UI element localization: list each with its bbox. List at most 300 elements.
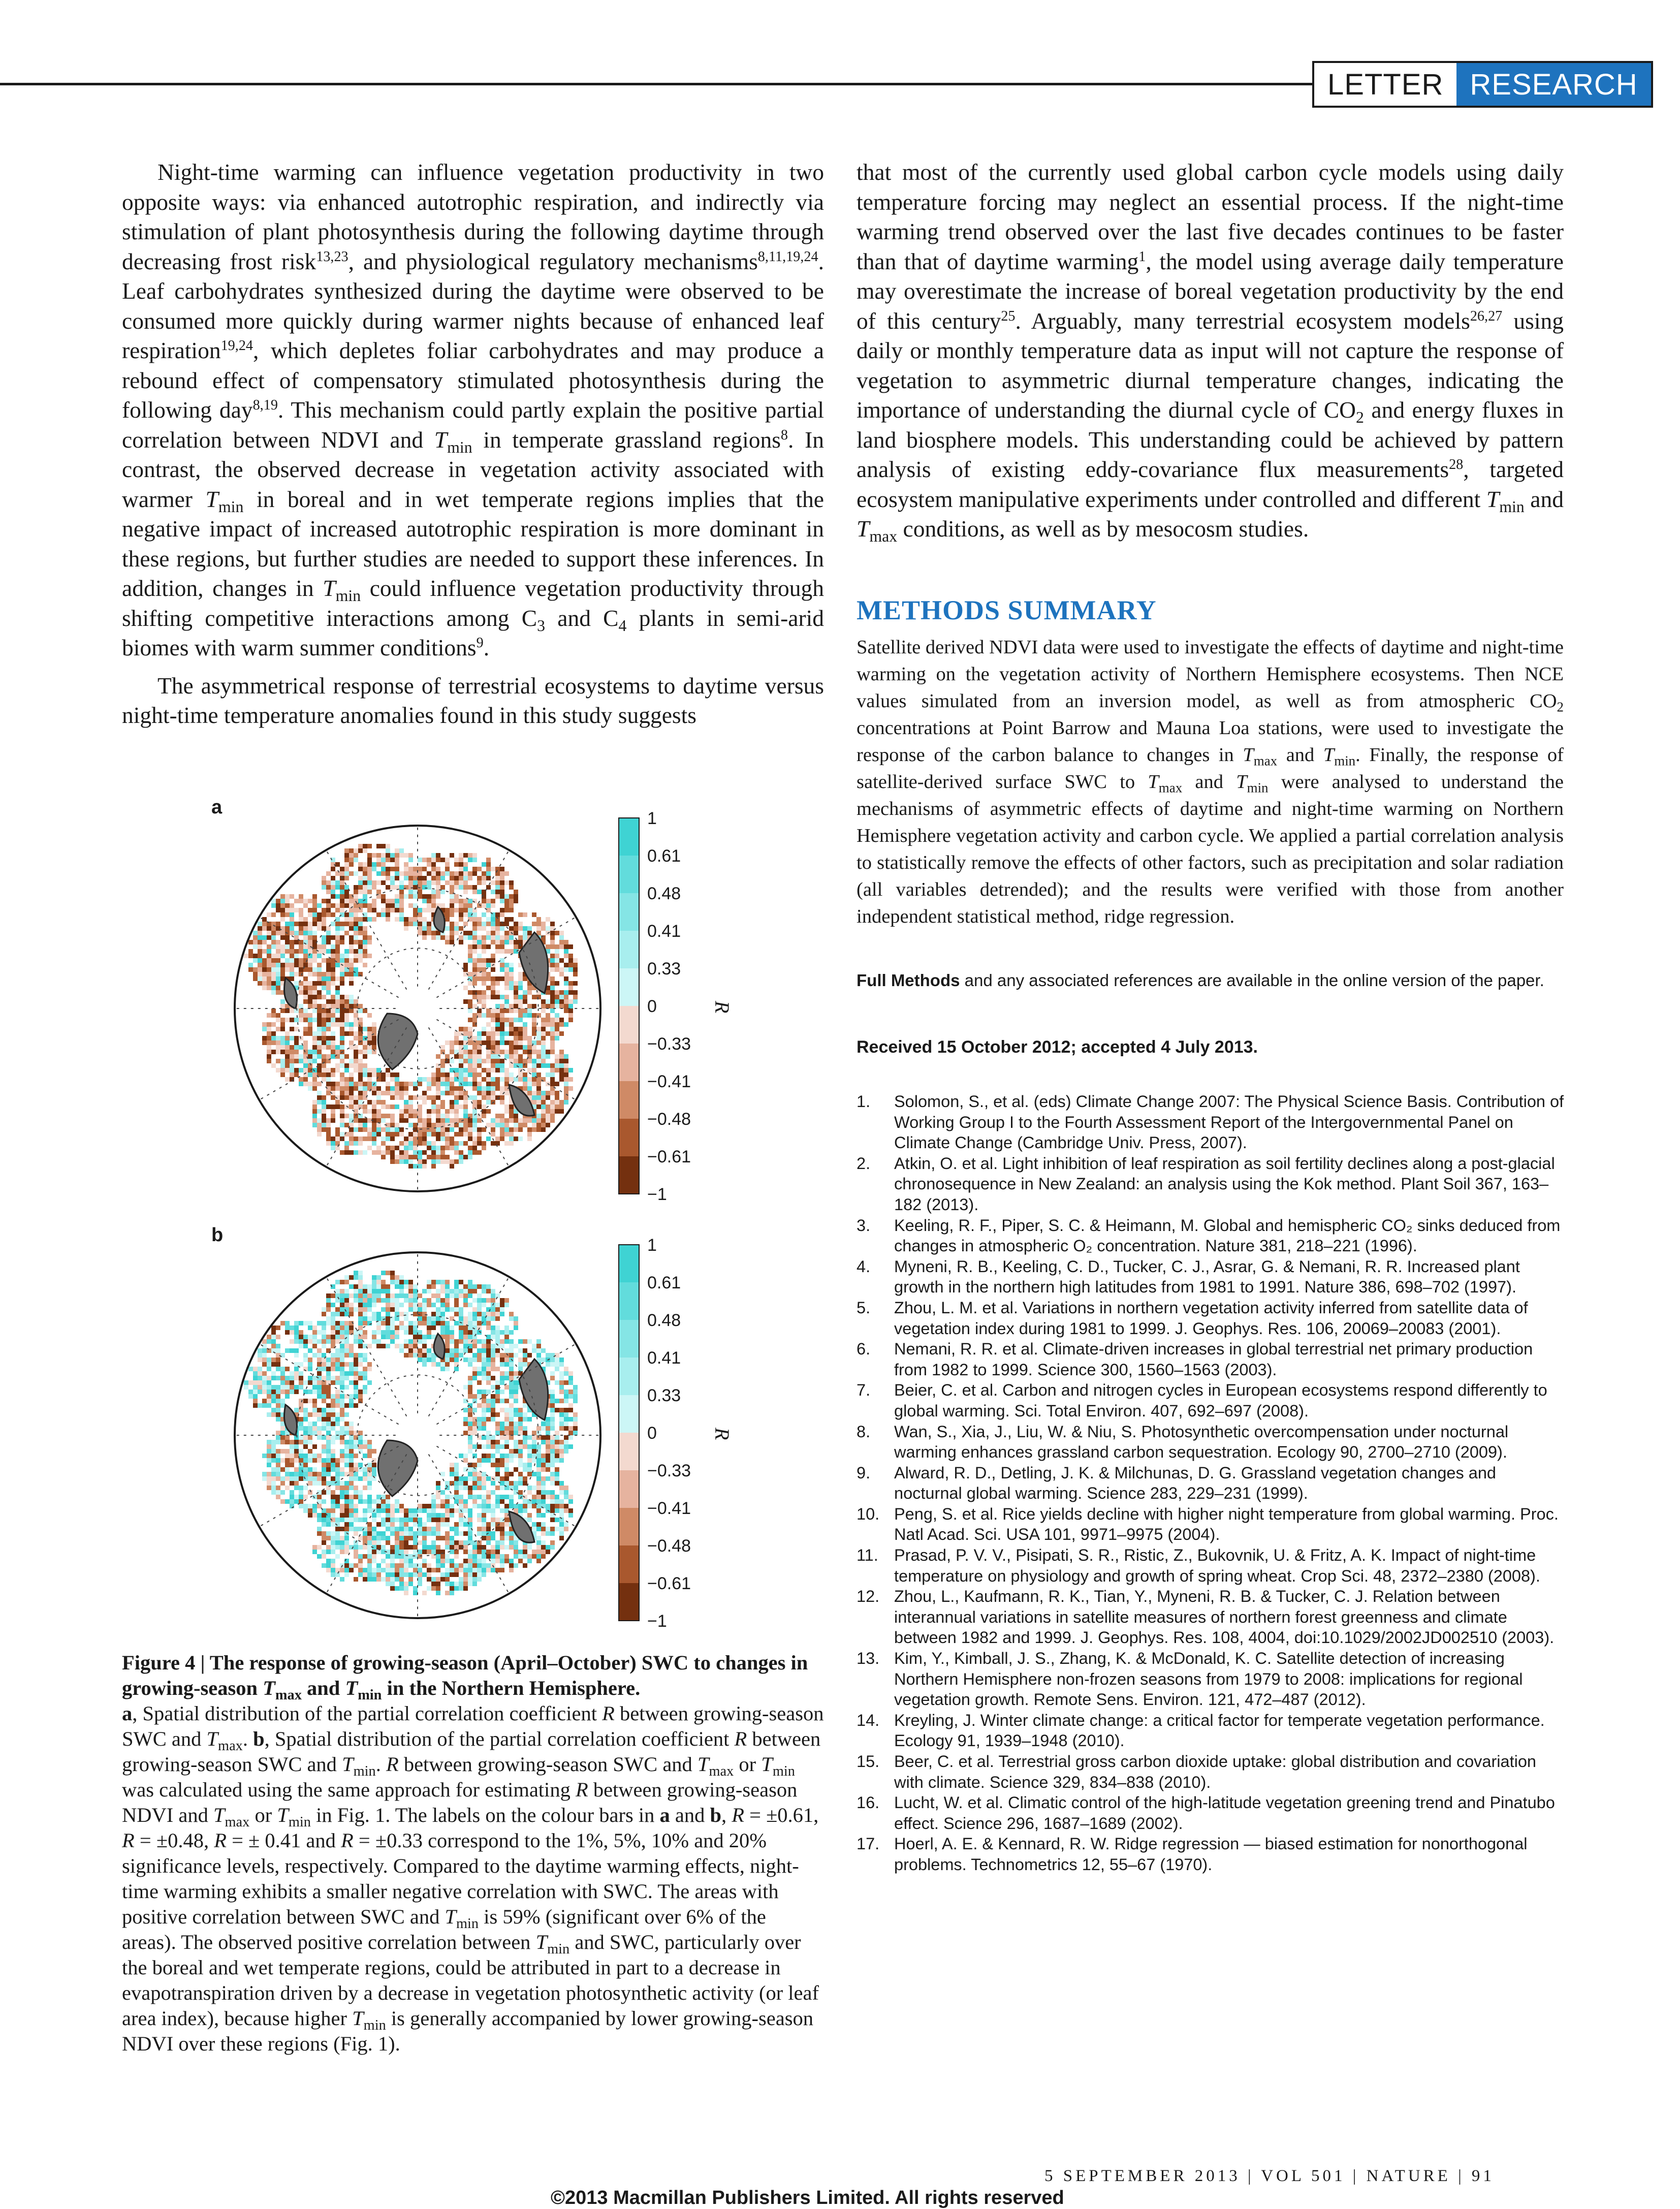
map-cell — [486, 1358, 491, 1362]
map-cell — [427, 867, 431, 871]
map-cell — [436, 890, 440, 894]
map-cell — [381, 903, 386, 908]
map-cell — [459, 1326, 463, 1330]
map-cell — [509, 958, 514, 963]
map-cell — [312, 1050, 317, 1054]
map-cell — [555, 1022, 559, 1027]
map-cell — [463, 1408, 468, 1412]
map-cell — [349, 1054, 354, 1059]
map-cell — [555, 1353, 559, 1358]
map-cell — [367, 917, 372, 922]
map-cell — [413, 1077, 418, 1082]
map-cell — [482, 1141, 486, 1146]
map-cell — [271, 944, 276, 949]
map-cell — [436, 1086, 440, 1091]
map-cell — [404, 1348, 408, 1353]
map-cell — [486, 1312, 491, 1316]
map-cell — [459, 1104, 463, 1109]
map-cell — [381, 1289, 386, 1293]
map-cell — [322, 958, 326, 963]
map-cell — [482, 972, 486, 976]
map-cell — [399, 1303, 404, 1307]
map-cell — [495, 1018, 500, 1022]
map-cell — [299, 972, 303, 976]
map-cell — [294, 986, 299, 990]
map-cell — [331, 1362, 335, 1367]
map-cell — [514, 954, 518, 958]
map-cell — [408, 1114, 413, 1118]
map-cell — [322, 1063, 326, 1068]
map-cell — [322, 908, 326, 912]
map-cell — [486, 1303, 491, 1307]
map-cell — [363, 1280, 367, 1284]
map-cell — [349, 940, 354, 944]
map-cell — [463, 1100, 468, 1104]
map-cell — [335, 858, 340, 862]
map-cell — [546, 1091, 550, 1095]
map-cell — [427, 1298, 431, 1303]
map-cell — [404, 871, 408, 876]
map-cell — [527, 1059, 532, 1063]
map-cell — [514, 1114, 518, 1118]
map-cell — [335, 1408, 340, 1412]
map-cell — [326, 1385, 331, 1390]
map-cell — [413, 1141, 418, 1146]
map-cell — [427, 871, 431, 876]
map-cell — [450, 1312, 454, 1316]
map-cell — [299, 1371, 303, 1376]
map-cell — [285, 903, 290, 908]
map-cell — [326, 1104, 331, 1109]
map-cell — [518, 1045, 523, 1050]
map-cell — [477, 1150, 482, 1155]
map-cell — [317, 944, 322, 949]
map-cell — [482, 871, 486, 876]
map-cell — [440, 1339, 445, 1344]
map-cell — [290, 1330, 294, 1335]
map-cell — [468, 1330, 472, 1335]
map-cell — [445, 1321, 450, 1326]
map-cell — [331, 1326, 335, 1330]
map-cell — [408, 908, 413, 912]
map-cell — [532, 1426, 536, 1431]
map-cell — [285, 967, 290, 972]
map-cell — [422, 894, 427, 899]
map-cell — [536, 1063, 541, 1068]
map-cell — [349, 922, 354, 926]
map-cell — [267, 1045, 271, 1050]
map-cell — [459, 1091, 463, 1095]
map-cell — [299, 1027, 303, 1031]
map-cell — [491, 1335, 495, 1339]
map-cell — [491, 1018, 495, 1022]
map-cell — [431, 908, 436, 912]
map-cell — [354, 1312, 358, 1316]
map-cell — [340, 1380, 344, 1385]
map-cell — [450, 1321, 454, 1326]
map-cell — [550, 972, 555, 976]
map-cell — [299, 1018, 303, 1022]
map-cell — [564, 940, 568, 944]
map-cell — [559, 1417, 564, 1422]
map-cell — [349, 1403, 354, 1408]
map-cell — [440, 912, 445, 917]
map-cell — [399, 1335, 404, 1339]
map-cell — [317, 1367, 322, 1371]
map-cell — [349, 1068, 354, 1072]
map-cell — [326, 1132, 331, 1137]
map-cell — [546, 995, 550, 999]
map-cell — [431, 1312, 436, 1316]
map-cell — [504, 1100, 509, 1104]
map-cell — [349, 1371, 354, 1376]
map-cell — [358, 1348, 363, 1353]
map-cell — [500, 903, 504, 908]
map-cell — [532, 1104, 536, 1109]
map-cell — [312, 1362, 317, 1367]
map-cell — [491, 981, 495, 986]
map-cell — [504, 1127, 509, 1132]
map-cell — [422, 1339, 427, 1344]
map-cell — [459, 890, 463, 894]
map-cell — [568, 1380, 573, 1385]
map-cell — [463, 1348, 468, 1353]
map-cell — [559, 1013, 564, 1018]
map-cell — [340, 1417, 344, 1422]
map-cell — [331, 899, 335, 903]
map-cell — [477, 1031, 482, 1036]
map-cell — [299, 1031, 303, 1036]
map-cell — [463, 1095, 468, 1100]
map-cell — [504, 917, 509, 922]
map-cell — [322, 1330, 326, 1335]
map-cell — [376, 1280, 381, 1284]
map-cell — [482, 1068, 486, 1072]
map-cell — [340, 963, 344, 967]
map-cell — [486, 976, 491, 981]
map-cell — [386, 1127, 390, 1132]
map-cell — [436, 1155, 440, 1159]
map-cell — [312, 1013, 317, 1018]
masked-region — [509, 1085, 534, 1116]
map-cell — [349, 1353, 354, 1358]
map-cell — [299, 1022, 303, 1027]
map-cell — [372, 1293, 376, 1298]
map-cell — [395, 1100, 399, 1104]
map-cell — [340, 990, 344, 995]
map-cell — [290, 1394, 294, 1399]
map-cell — [413, 1159, 418, 1164]
map-cell — [290, 976, 294, 981]
map-cell — [523, 1390, 527, 1394]
map-cell — [322, 1394, 326, 1399]
map-cell — [413, 926, 418, 931]
map-cell — [285, 1371, 290, 1376]
map-cell — [468, 858, 472, 862]
map-cell — [367, 1303, 372, 1307]
map-cell — [267, 1371, 271, 1376]
map-cell — [381, 1104, 386, 1109]
map-cell — [440, 1293, 445, 1298]
map-cell — [312, 1417, 317, 1422]
map-cell — [308, 1086, 312, 1091]
map-cell — [381, 1137, 386, 1141]
map-cell — [363, 1063, 367, 1068]
map-cell — [303, 917, 308, 922]
map-cell — [303, 912, 308, 917]
map-cell — [454, 1155, 459, 1159]
map-cell — [372, 903, 376, 908]
map-cell — [509, 1137, 514, 1141]
map-cell — [500, 935, 504, 940]
map-cell — [555, 1358, 559, 1362]
map-cell — [514, 1371, 518, 1376]
map-cell — [363, 1293, 367, 1298]
map-cell — [454, 885, 459, 890]
map-cell — [436, 1118, 440, 1123]
map-cell — [564, 1059, 568, 1063]
map-cell — [358, 1271, 363, 1275]
reference-text: Alward, R. D., Detling, J. K. & Milchunas, D. G. Grassland vegetation changes and nocturnal global warming. Science 283, 229–231 (1999). — [894, 1463, 1568, 1504]
map-cell — [431, 1155, 436, 1159]
map-cell — [404, 1339, 408, 1344]
map-cell — [431, 1298, 436, 1303]
map-cell — [381, 1123, 386, 1127]
map-cell — [413, 1326, 418, 1330]
map-cell — [504, 1362, 509, 1367]
map-cell — [290, 1417, 294, 1422]
map-cell — [482, 894, 486, 899]
map-cell — [477, 922, 482, 926]
map-cell — [258, 1399, 262, 1403]
map-cell — [468, 972, 472, 976]
map-cell — [335, 1417, 340, 1422]
map-cell — [468, 1054, 472, 1059]
map-cell — [482, 967, 486, 972]
map-cell — [280, 1348, 285, 1353]
map-cell — [404, 922, 408, 926]
map-cell — [536, 990, 541, 995]
map-cell — [518, 1004, 523, 1008]
map-cell — [312, 986, 317, 990]
map-cell — [354, 1045, 358, 1050]
map-cell — [326, 1045, 331, 1050]
map-cell — [294, 1045, 299, 1050]
map-cell — [299, 1059, 303, 1063]
map-cell — [322, 986, 326, 990]
map-cell — [367, 1335, 372, 1339]
map-cell — [262, 1036, 267, 1040]
map-cell — [363, 1307, 367, 1312]
map-cell — [349, 1127, 354, 1132]
map-cell — [358, 1018, 363, 1022]
map-cell — [454, 1367, 459, 1371]
map-cell — [518, 1104, 523, 1109]
map-cell — [372, 1284, 376, 1289]
map-cell — [312, 935, 317, 940]
map-cell — [335, 1358, 340, 1362]
map-panel-b — [235, 1252, 600, 1618]
map-cell — [477, 903, 482, 908]
map-cell — [344, 1362, 349, 1367]
map-cell — [491, 1408, 495, 1412]
map-cell — [299, 903, 303, 908]
map-cell — [486, 1068, 491, 1072]
map-cell — [495, 967, 500, 972]
map-cell — [514, 1040, 518, 1045]
map-cell — [354, 1330, 358, 1335]
map-cell — [253, 972, 258, 976]
map-cell — [335, 1118, 340, 1123]
map-cell — [354, 1275, 358, 1280]
map-cell — [285, 976, 290, 981]
map-cell — [559, 1091, 564, 1095]
map-cell — [317, 1380, 322, 1385]
map-cell — [523, 1118, 527, 1123]
map-cell — [477, 981, 482, 986]
map-cell — [299, 1385, 303, 1390]
map-cell — [331, 931, 335, 935]
map-cell — [344, 1127, 349, 1132]
map-cell — [509, 1399, 514, 1403]
map-cell — [450, 1072, 454, 1077]
map-cell — [541, 963, 546, 967]
map-cell — [294, 1059, 299, 1063]
map-cell — [472, 1403, 477, 1408]
map-cell — [390, 876, 395, 880]
map-cell — [376, 1326, 381, 1330]
map-cell — [472, 1307, 477, 1312]
map-cell — [308, 1380, 312, 1385]
map-cell — [472, 1040, 477, 1045]
map-cell — [541, 1045, 546, 1050]
map-cell — [500, 1004, 504, 1008]
map-cell — [308, 1339, 312, 1344]
map-cell — [344, 1146, 349, 1150]
map-cell — [404, 926, 408, 931]
map-cell — [463, 1127, 468, 1132]
map-cell — [532, 1358, 536, 1362]
map-cell — [477, 1091, 482, 1095]
map-cell — [468, 876, 472, 880]
map-cell — [509, 995, 514, 999]
map-cell — [376, 1307, 381, 1312]
map-cell — [317, 903, 322, 908]
map-cell — [418, 1095, 422, 1100]
map-cell — [248, 1380, 253, 1385]
map-cell — [477, 1326, 482, 1330]
map-cell — [482, 1348, 486, 1353]
map-cell — [555, 1362, 559, 1367]
map-cell — [482, 922, 486, 926]
map-cell — [518, 1114, 523, 1118]
map-cell — [349, 963, 354, 967]
map-cell — [331, 1422, 335, 1426]
map-cell — [344, 1367, 349, 1371]
map-cell — [253, 1380, 258, 1385]
map-cell — [299, 1040, 303, 1045]
map-cell — [331, 1068, 335, 1072]
map-cell — [344, 1303, 349, 1307]
map-cell — [294, 1036, 299, 1040]
map-cell — [354, 862, 358, 867]
map-cell — [413, 1289, 418, 1293]
map-cell — [326, 1367, 331, 1371]
map-cell — [459, 1298, 463, 1303]
map-cell — [340, 1376, 344, 1380]
map-cell — [308, 940, 312, 944]
meridian-line — [259, 1020, 398, 1100]
map-cell — [445, 1050, 450, 1054]
map-cell — [317, 1077, 322, 1082]
map-cell — [527, 1082, 532, 1086]
map-cell — [317, 1022, 322, 1027]
map-cell — [344, 1018, 349, 1022]
map-cell — [317, 1335, 322, 1339]
map-cell — [280, 1399, 285, 1403]
map-cell — [431, 871, 436, 876]
map-cell — [344, 1312, 349, 1316]
map-cell — [326, 890, 331, 894]
reference-item — [857, 1586, 1568, 1648]
map-cell — [546, 940, 550, 944]
map-cell — [555, 1077, 559, 1082]
map-cell — [290, 958, 294, 963]
map-cell — [555, 1385, 559, 1390]
map-cell — [335, 1050, 340, 1054]
map-cell — [335, 1353, 340, 1358]
map-cell — [294, 1403, 299, 1408]
map-cell — [344, 1068, 349, 1072]
reference-number: 15. — [857, 1751, 894, 1792]
map-cell — [386, 1155, 390, 1159]
map-cell — [322, 885, 326, 890]
map-cell — [509, 1086, 514, 1091]
map-cell — [395, 1127, 399, 1132]
map-cell — [509, 1114, 514, 1118]
map-cell — [477, 1284, 482, 1289]
map-cell — [427, 1086, 431, 1091]
map-cell — [482, 890, 486, 894]
map-cell — [482, 1408, 486, 1412]
map-cell — [555, 999, 559, 1004]
map-cell — [559, 1362, 564, 1367]
map-cell — [459, 858, 463, 862]
map-cell — [532, 976, 536, 981]
map-cell — [459, 867, 463, 871]
map-cell — [482, 1312, 486, 1316]
map-cell — [468, 1376, 472, 1380]
map-cell — [344, 1376, 349, 1380]
map-cell — [468, 1031, 472, 1036]
map-cell — [472, 922, 477, 926]
map-cell — [431, 1307, 436, 1312]
map-cell — [267, 976, 271, 981]
map-cell — [280, 944, 285, 949]
map-cell — [468, 912, 472, 917]
map-cell — [317, 912, 322, 917]
map-cell — [340, 922, 344, 926]
map-cell — [349, 1330, 354, 1335]
map-cell — [312, 949, 317, 954]
map-cell — [354, 976, 358, 981]
map-cell — [294, 899, 299, 903]
map-cell — [354, 1403, 358, 1408]
map-cell — [532, 1385, 536, 1390]
map-cell — [427, 912, 431, 917]
map-cell — [276, 1385, 280, 1390]
map-cell — [376, 867, 381, 871]
